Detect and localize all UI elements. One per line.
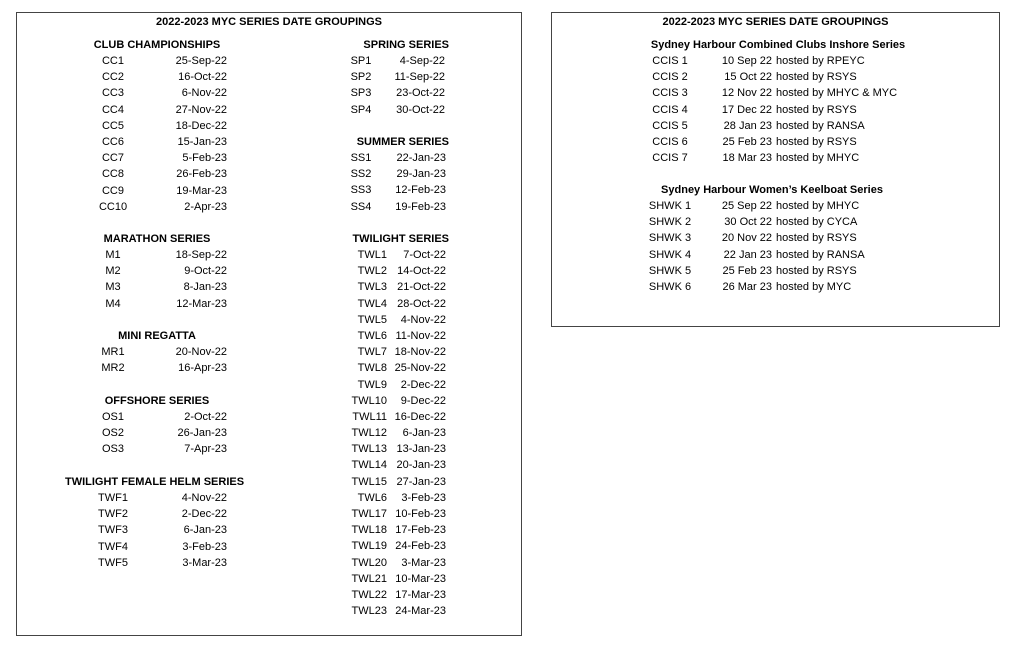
race-code: TWL14 xyxy=(351,459,387,472)
series-row xyxy=(333,490,449,506)
series-row xyxy=(65,539,235,555)
section-heading: Sydney Harbour Women’s Keelboat Series xyxy=(661,184,883,196)
race-date: 6-Jan-23 xyxy=(183,524,227,537)
race-code: CC3 xyxy=(101,87,124,100)
race-code: TWL12 xyxy=(351,427,387,440)
race-date: 10-Mar-23 xyxy=(395,572,446,585)
race-host: hosted by RSYS xyxy=(776,135,857,148)
race-code: TWL10 xyxy=(351,394,387,407)
race-host: hosted by RANSA xyxy=(776,119,865,132)
twilight-series-section xyxy=(333,231,449,619)
section-heading: MINI REGATTA xyxy=(118,330,196,342)
race-code: MR2 xyxy=(101,362,125,375)
race-host: hosted by CYCA xyxy=(776,216,858,229)
series-row xyxy=(333,150,449,166)
series-row xyxy=(648,118,948,134)
race-date: 25 Sep 22 xyxy=(721,200,772,212)
inshore-keelboat-groupings-panel xyxy=(551,12,1000,327)
race-date: 8-Jan-23 xyxy=(183,281,227,294)
race-date: 22-Jan-23 xyxy=(396,152,446,164)
race-host: hosted by RSYS xyxy=(776,103,857,116)
race-code: CCIS 2 xyxy=(652,71,688,84)
series-row xyxy=(333,328,449,344)
race-date: 3-Feb-23 xyxy=(401,491,446,504)
race-code: CCIS 3 xyxy=(652,87,688,100)
race-date: 13-Jan-23 xyxy=(396,443,446,456)
section-heading: OFFSHORE SERIES xyxy=(104,395,210,407)
series-row xyxy=(87,183,227,199)
offshore-series-section xyxy=(87,393,227,458)
series-row xyxy=(333,587,449,603)
race-date: 27-Jan-23 xyxy=(396,475,446,488)
series-row xyxy=(648,150,948,166)
series-row xyxy=(648,198,948,214)
race-code: CC10 xyxy=(98,200,128,213)
race-date: 22 Jan 23 xyxy=(723,248,772,261)
series-row xyxy=(87,102,227,118)
race-host: hosted by RPEYC xyxy=(776,55,865,67)
race-date: 18-Nov-22 xyxy=(394,346,446,359)
series-row xyxy=(648,279,948,295)
panel-title: 2022-2023 MYC SERIES DATE GROUPINGS xyxy=(662,16,889,28)
womens-keelboat-series-section xyxy=(648,182,948,295)
race-code: TWL11 xyxy=(352,410,387,423)
race-date: 7-Oct-22 xyxy=(403,249,446,261)
race-date: 2-Apr-23 xyxy=(184,200,227,213)
race-date: 27-Nov-22 xyxy=(175,103,227,116)
mini-regatta-section xyxy=(87,328,227,376)
race-code: CC1 xyxy=(101,55,124,67)
race-date: 15-Jan-23 xyxy=(177,135,227,148)
series-row xyxy=(65,522,235,538)
series-row xyxy=(333,538,449,554)
race-code: OS1 xyxy=(101,411,124,423)
series-row xyxy=(648,134,948,150)
series-row xyxy=(87,53,227,69)
series-row xyxy=(87,344,227,360)
series-row xyxy=(648,85,948,101)
race-code: TWL7 xyxy=(357,346,387,359)
race-code: SHWK 4 xyxy=(648,248,692,261)
race-code: TWL23 xyxy=(351,605,387,618)
race-code: SHWK 5 xyxy=(648,264,692,277)
series-row xyxy=(333,506,449,522)
series-row xyxy=(87,69,227,85)
series-row xyxy=(333,603,449,619)
race-code: TWL22 xyxy=(351,588,387,601)
series-row xyxy=(87,85,227,101)
race-code: TWL21 xyxy=(351,572,387,585)
series-row xyxy=(87,279,227,295)
race-code: M3 xyxy=(105,281,121,294)
race-date: 18-Sep-22 xyxy=(175,249,227,261)
race-host: hosted by RSYS xyxy=(776,264,857,277)
series-row xyxy=(333,393,449,409)
race-code: SP3 xyxy=(350,87,372,100)
race-code: SHWK 3 xyxy=(648,232,692,245)
series-row xyxy=(648,102,948,118)
series-row xyxy=(333,377,449,393)
series-row xyxy=(333,457,449,473)
section-heading: TWILIGHT SERIES xyxy=(352,233,449,245)
race-date: 20-Jan-23 xyxy=(396,459,446,472)
race-date: 25-Sep-22 xyxy=(175,55,227,67)
series-row xyxy=(333,247,449,263)
race-date: 2-Oct-22 xyxy=(184,411,227,423)
series-row xyxy=(87,199,227,215)
race-code: SHWK 1 xyxy=(648,200,692,212)
race-date: 25-Nov-22 xyxy=(394,362,446,375)
race-code: M1 xyxy=(105,249,121,261)
series-row xyxy=(87,441,227,457)
race-code: CCIS 6 xyxy=(652,135,688,148)
summer-series-section xyxy=(333,134,449,215)
race-code: TWL9 xyxy=(357,378,387,391)
race-date: 4-Sep-22 xyxy=(399,55,445,67)
series-row xyxy=(87,263,227,279)
race-date: 6-Nov-22 xyxy=(181,87,227,100)
marathon-series-section xyxy=(87,231,227,312)
race-date: 20 Nov 22 xyxy=(721,232,772,245)
race-host: hosted by MYC xyxy=(776,280,852,293)
race-date: 12-Feb-23 xyxy=(395,184,446,197)
race-date: 30-Oct-22 xyxy=(396,103,445,116)
race-code: SS4 xyxy=(350,200,372,213)
race-date: 16-Apr-23 xyxy=(178,362,227,375)
race-date: 4-Nov-22 xyxy=(400,313,446,326)
race-code: TWL19 xyxy=(351,540,387,553)
race-code: CC8 xyxy=(101,168,124,181)
race-code: SS2 xyxy=(350,168,372,181)
series-row xyxy=(333,360,449,376)
race-code: OS2 xyxy=(101,427,124,440)
section-heading: CLUB CHAMPIONSHIPS xyxy=(93,39,221,51)
panel-title: 2022-2023 MYC SERIES DATE GROUPINGS xyxy=(156,16,382,28)
race-date: 14-Oct-22 xyxy=(397,265,446,278)
race-code: CCIS 5 xyxy=(652,119,688,132)
race-date: 21-Oct-22 xyxy=(397,281,446,294)
race-code: OS3 xyxy=(101,443,124,456)
race-code: TWL4 xyxy=(357,297,387,310)
race-code: SP2 xyxy=(350,71,372,84)
series-row xyxy=(333,425,449,441)
race-date: 17 Dec 22 xyxy=(721,103,772,116)
race-date: 16-Oct-22 xyxy=(178,71,227,84)
race-date: 18-Dec-22 xyxy=(175,119,227,132)
race-date: 28 Jan 23 xyxy=(723,119,772,132)
race-date: 26 Mar 23 xyxy=(722,280,772,293)
race-code: CC2 xyxy=(101,71,124,84)
series-row xyxy=(87,118,227,134)
series-row xyxy=(333,522,449,538)
section-heading: SUMMER SERIES xyxy=(356,136,449,148)
race-date: 26-Jan-23 xyxy=(177,427,227,440)
series-row xyxy=(333,571,449,587)
series-row xyxy=(333,279,449,295)
race-code: CC4 xyxy=(101,103,124,116)
section-heading: MARATHON SERIES xyxy=(103,233,211,245)
race-code: TWL6 xyxy=(357,329,387,342)
series-row xyxy=(87,134,227,150)
race-code: TWL3 xyxy=(357,281,387,294)
race-code: TWL5 xyxy=(357,313,387,326)
race-date: 17-Feb-23 xyxy=(395,524,446,537)
race-code: CC6 xyxy=(101,135,124,148)
series-row xyxy=(87,150,227,166)
series-row xyxy=(648,53,948,69)
series-row xyxy=(333,296,449,312)
race-code: CC7 xyxy=(101,152,124,165)
race-host: hosted by RANSA xyxy=(776,248,865,261)
series-row xyxy=(333,474,449,490)
race-date: 5-Feb-23 xyxy=(182,152,227,165)
race-code: TWL17 xyxy=(351,508,387,520)
series-row xyxy=(333,102,449,118)
race-code: SP4 xyxy=(350,103,372,116)
series-row xyxy=(333,53,449,69)
race-code: CC9 xyxy=(101,184,124,197)
race-code: M4 xyxy=(105,297,121,310)
race-host: hosted by RSYS xyxy=(776,232,857,245)
race-date: 6-Jan-23 xyxy=(402,427,446,440)
race-date: 20-Nov-22 xyxy=(175,346,227,358)
race-date: 3-Feb-23 xyxy=(182,540,227,553)
race-host: hosted by RSYS xyxy=(776,71,857,84)
race-code: SHWK 6 xyxy=(648,280,692,293)
race-code: TWL20 xyxy=(351,556,387,569)
race-date: 2-Dec-22 xyxy=(400,378,446,391)
race-date: 16-Dec-22 xyxy=(394,410,446,423)
series-row xyxy=(648,263,948,279)
series-row xyxy=(333,199,449,215)
series-date-groupings-panel xyxy=(16,12,522,636)
series-row xyxy=(87,247,227,263)
race-host: hosted by MHYC xyxy=(776,152,860,165)
series-row xyxy=(65,506,235,522)
series-row xyxy=(648,69,948,85)
series-row xyxy=(87,425,227,441)
race-date: 12-Mar-23 xyxy=(176,297,227,310)
race-code: TWL1 xyxy=(357,249,387,261)
race-date: 29-Jan-23 xyxy=(396,168,446,181)
race-code: TWL18 xyxy=(351,524,387,537)
series-row xyxy=(648,247,948,263)
series-row xyxy=(65,490,235,506)
series-row xyxy=(333,441,449,457)
race-date: 2-Dec-22 xyxy=(181,508,227,521)
race-date: 3-Mar-23 xyxy=(401,556,446,569)
race-code: TWF4 xyxy=(98,540,128,553)
series-row xyxy=(87,409,227,425)
race-code: TWL2 xyxy=(357,265,387,278)
series-row xyxy=(648,230,948,246)
race-code: TWL8 xyxy=(357,362,387,375)
series-row xyxy=(333,182,449,198)
race-code: SHWK 2 xyxy=(648,216,692,229)
race-date: 15 Oct 22 xyxy=(724,71,772,84)
race-date: 9-Oct-22 xyxy=(184,265,227,278)
race-date: 10-Feb-23 xyxy=(395,508,446,520)
race-date: 25 Feb 23 xyxy=(722,135,772,148)
race-date: 11-Sep-22 xyxy=(394,71,445,84)
series-row xyxy=(333,85,449,101)
race-date: 9-Dec-22 xyxy=(400,394,446,407)
series-row xyxy=(87,166,227,182)
race-date: 24-Feb-23 xyxy=(395,540,446,553)
race-code: TWL13 xyxy=(351,443,387,456)
series-row xyxy=(87,296,227,312)
race-date: 30 Oct 22 xyxy=(724,216,772,229)
series-row xyxy=(65,555,235,571)
race-code: CCIS 4 xyxy=(652,103,688,116)
race-date: 7-Apr-23 xyxy=(184,443,227,456)
race-code: SP1 xyxy=(350,55,372,67)
race-date: 23-Oct-22 xyxy=(396,87,445,100)
race-date: 24-Mar-23 xyxy=(395,605,446,618)
series-row xyxy=(333,166,449,182)
combined-clubs-inshore-series-section xyxy=(648,37,948,166)
series-row xyxy=(333,555,449,571)
race-code: TWL15 xyxy=(351,475,387,488)
race-code: M2 xyxy=(105,265,121,278)
race-code: TWF5 xyxy=(98,556,128,569)
race-host: hosted by MHYC xyxy=(776,200,860,212)
race-date: 19-Mar-23 xyxy=(176,184,227,197)
series-row xyxy=(333,409,449,425)
race-code: TWF1 xyxy=(98,492,128,504)
spring-series-section xyxy=(333,37,449,118)
race-date: 17-Mar-23 xyxy=(395,588,446,601)
race-date: 19-Feb-23 xyxy=(395,200,446,213)
race-code: TWL6 xyxy=(357,491,387,504)
race-code: TWF2 xyxy=(98,508,128,521)
race-date: 12 Nov 22 xyxy=(721,87,772,100)
race-date: 11-Nov-22 xyxy=(395,329,446,342)
race-code: CCIS 7 xyxy=(652,152,688,165)
race-code: CCIS 1 xyxy=(652,55,688,67)
race-code: CC5 xyxy=(101,119,124,132)
series-row xyxy=(87,360,227,376)
section-heading: Sydney Harbour Combined Clubs Inshore Series xyxy=(650,39,906,51)
race-date: 3-Mar-23 xyxy=(182,556,227,569)
section-heading: TWILIGHT FEMALE HELM SERIES xyxy=(65,476,245,488)
race-code: TWF3 xyxy=(98,524,128,537)
race-date: 10 Sep 22 xyxy=(721,55,772,67)
race-host: hosted by MHYC & MYC xyxy=(776,87,898,100)
race-date: 26-Feb-23 xyxy=(176,168,227,181)
twilight-female-helm-series-section xyxy=(65,474,245,571)
series-row xyxy=(333,263,449,279)
race-code: MR1 xyxy=(101,346,125,358)
race-date: 18 Mar 23 xyxy=(722,152,772,165)
series-row xyxy=(333,312,449,328)
race-date: 4-Nov-22 xyxy=(181,492,227,504)
race-date: 28-Oct-22 xyxy=(397,297,446,310)
series-row xyxy=(333,344,449,360)
series-row xyxy=(333,69,449,85)
race-code: SS3 xyxy=(350,184,372,197)
race-code: SS1 xyxy=(350,152,372,164)
race-date: 25 Feb 23 xyxy=(722,264,772,277)
section-heading: SPRING SERIES xyxy=(363,39,449,51)
club-championships-section xyxy=(87,37,227,215)
series-row xyxy=(648,214,948,230)
